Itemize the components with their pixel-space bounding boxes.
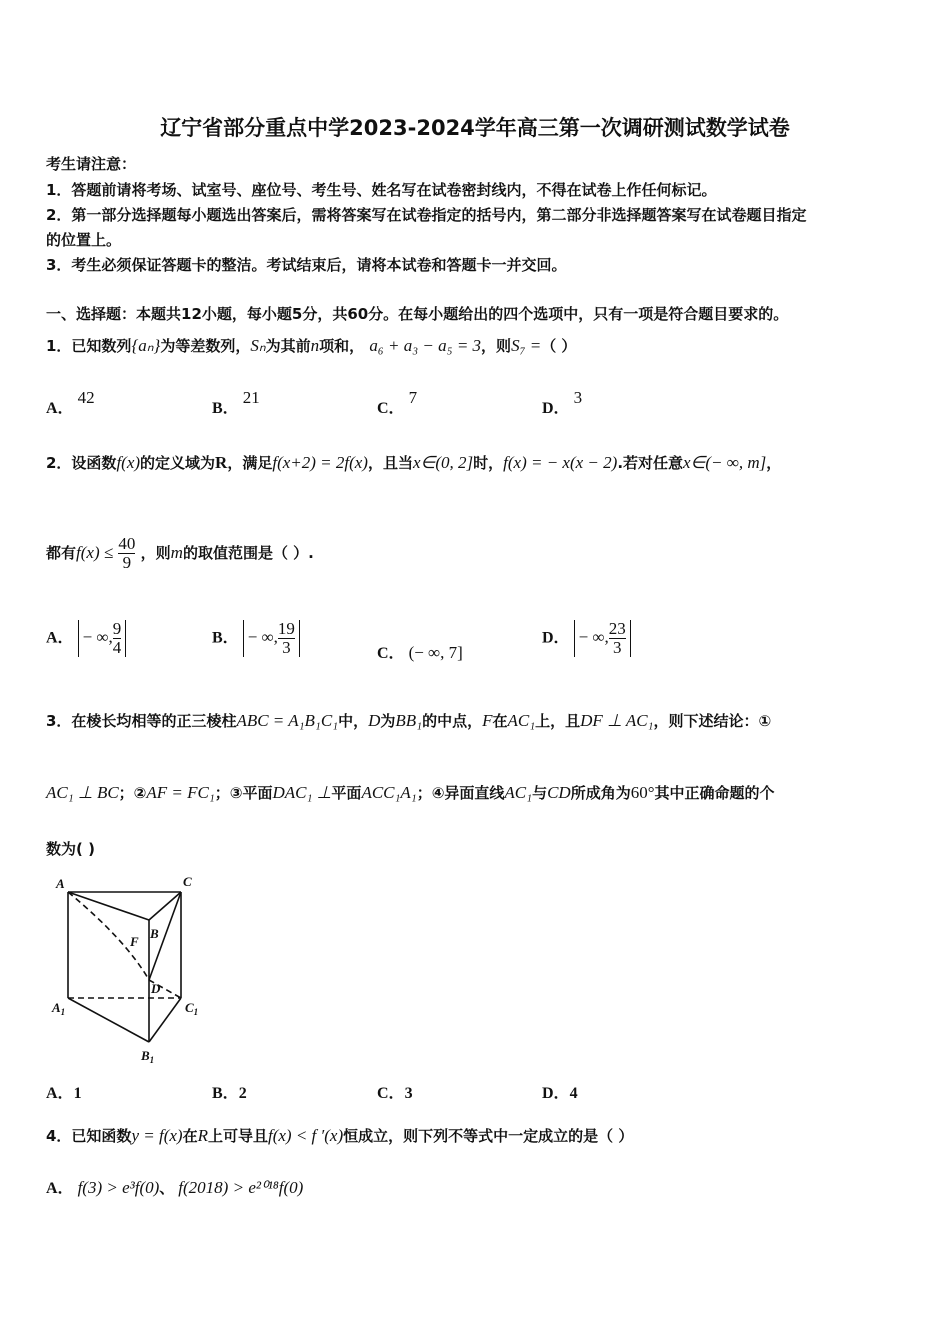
q2-option-d[interactable]: D． − ∞, $\frac{23}{3}$ [542,620,631,657]
notice-item-2: 2．第一部分选择题每小题选出答案后，需将答案写在试卷指定的括号内，第二部分非选择题答案写在试卷题目指定 [46,206,807,224]
question-3-cont: AC₁ ⊥ BC；②AF = FC₁；③平面DAC₁ ⊥平面ACC₁A₁；④异面直线AC₁与CD所成角为60°其中正确命题的个 [46,783,775,802]
q1-option-a[interactable]: A． 42 [46,388,95,417]
question-4: 4．已知函数y = f(x)在R上可导且f(x) < f ′(x)恒成立，则下列不等式中一定成立的是（ ） [46,1126,634,1145]
section-heading: 一、选择题：本题共12小题，每小题5分，共60分。在每小题给出的四个选项中，只有一项是符合题目要求的。 [46,305,789,323]
question-3: 3．在棱长均相等的正三棱柱ABC = A₁B₁C₁中，D为BB₁的中点，F在AC₁上，且DF ⊥ AC₁，则下述结论：① [46,711,772,730]
label-d: D [151,981,161,996]
q2-option-a[interactable]: A． − ∞, $\frac{9}{4}$ [46,620,126,657]
label-c1: $C_1$ [185,1000,199,1017]
label-b: B [150,926,159,941]
q1-option-b[interactable]: B． 21 [212,388,260,417]
q1-option-c[interactable]: C． 7 [377,388,418,417]
q2-option-b[interactable]: B． − ∞, $\frac{19}{3}$ [212,620,300,657]
notice-item-1: 1．答题前请将考场、试室号、座位号、考生号、姓名写在试卷密封线内，不得在试卷上作任何标记。 [46,181,717,199]
page-title: 辽宁省部分重点中学2023-2024学年高三第一次调研测试数学试卷 [160,116,790,140]
q1-option-d[interactable]: D． 3 [542,388,583,417]
q4-option-a[interactable]: A． f(3) > e³f(0)、 f(2018) > e²⁰¹⁸f(0) [46,1178,304,1197]
q3-option-a[interactable]: A．1 [46,1085,82,1102]
label-a1: $A_1$ [52,1000,66,1017]
q3-option-b[interactable]: B．2 [212,1085,247,1102]
notice-item-2-cont: 的位置上。 [46,231,122,249]
prism-figure [46,870,216,1070]
q2-option-c[interactable]: C． (− ∞, 7] [377,643,463,662]
math-expr: {aₙ} [131,336,161,355]
question-2-cont: 都有f(x) ≤ $\frac{40}{9}$ ，则m的取值范围是（ ）. [46,534,314,572]
question-2: 2．设函数f(x)的定义域为R，满足f(x+2) = 2f(x)，且当x∈(0, 2]时，f(x) = − x(x − 2).若对任意x∈(− ∞, m]， [46,453,782,472]
label-f: F [130,934,139,949]
q3-option-c[interactable]: C．3 [377,1085,413,1102]
math-expr: a₆ + a₃ − a₅ = 3 [369,336,482,355]
label-b1: $B_1$ [141,1048,155,1065]
label-c: C [183,874,192,889]
notice-item-3: 3．考生必须保证答题卡的整洁。考试结束后，请将本试卷和答题卡一并交回。 [46,256,567,274]
notice-heading: 考生请注意： [46,155,137,173]
question-3-cont2: 数为( ) [46,840,95,858]
q3-option-d[interactable]: D．4 [542,1085,578,1102]
fraction: $\frac{40}{9}$ [118,534,136,572]
label-a: A [56,876,65,891]
question-1: 1．已知数列{aₙ}为等差数列，Sₙ为其前n项和， a₆ + a₃ − a₅ = 3，则S₇ =（ ） [46,336,577,355]
